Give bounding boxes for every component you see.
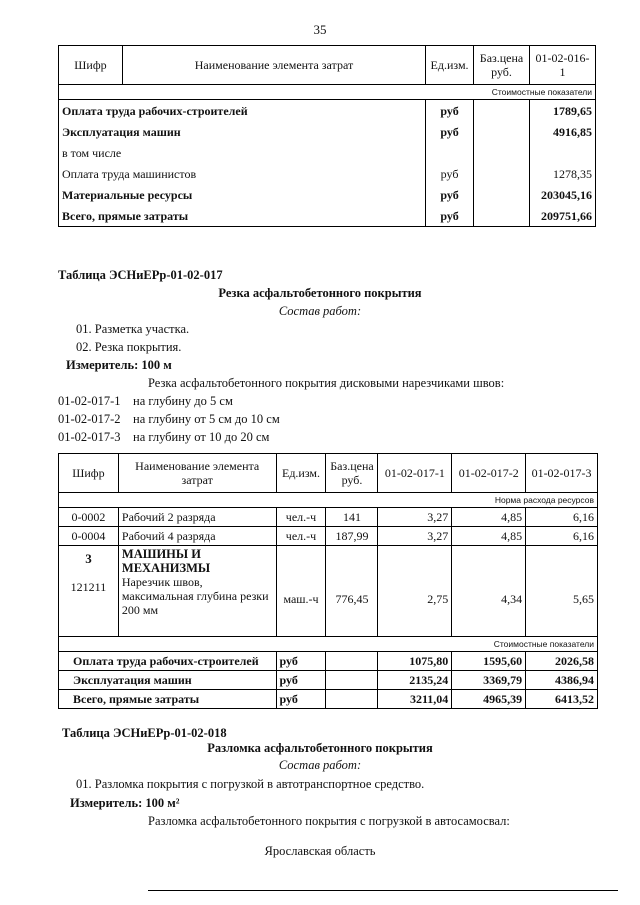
row-value: 1278,35 [530, 163, 596, 184]
row-value: 3,27 [378, 508, 452, 527]
row-name: Оплата труда рабочих-строителей [62, 103, 248, 118]
table-row [59, 100, 596, 122]
table-row [59, 527, 598, 546]
row-value: 4,85 [452, 527, 526, 546]
table-row [59, 205, 596, 227]
table-row [59, 671, 598, 690]
table-subheader-row [59, 493, 598, 508]
row-value: 1789,65 [530, 100, 596, 122]
row-value: 4,34 [452, 546, 526, 637]
row-unit: руб [426, 100, 474, 122]
table-row [59, 163, 596, 184]
cost-indicators-label: Стоимостные показатели [59, 637, 598, 652]
row-unit: руб [426, 205, 474, 227]
table-header-row [59, 454, 598, 493]
cost-indicators-label: Стоимостные показатели [59, 85, 596, 100]
variant-text: на глубину от 5 см до 10 см [133, 412, 280, 426]
row-code: 0-0004 [59, 527, 119, 546]
variant-text: на глубину от 10 до 20 см [133, 430, 270, 444]
footer-divider [148, 890, 618, 891]
row-code: 0-0002 [59, 508, 119, 527]
group-code: 3 [85, 551, 92, 566]
col-header-name: Наименование элемента затрат [118, 454, 276, 493]
row-value: 2,75 [378, 546, 452, 637]
row-value: 2135,24 [378, 671, 452, 690]
row-name: в том числе [62, 145, 122, 160]
page-number: 35 [313, 22, 327, 37]
row-name: Рабочий 2 разряда [118, 508, 276, 527]
table-title: Таблица ЭСНиЕРр-01-02-017 [58, 268, 223, 282]
row-name: Оплата труда машинистов [62, 166, 197, 181]
work-step: 01. Разломка покрытия с погрузкой в автотранспортное средство. [76, 777, 425, 791]
work-step: 01. Разметка участка. [76, 322, 190, 336]
row-unit: руб [276, 652, 326, 671]
row-value: 5,65 [526, 546, 598, 637]
meter-label: Измеритель: 100 м [66, 358, 172, 372]
table-row [59, 508, 598, 527]
group-name: МАШИНЫ И МЕХАНИЗМЫ [121, 547, 211, 575]
col-header-variant: 01-02-017-3 [526, 454, 598, 493]
description: Разломка асфальтобетонного покрытия с погрузкой в автосамосвал: [148, 814, 510, 828]
row-value: 4386,94 [526, 671, 598, 690]
variant-text: на глубину до 5 см [133, 394, 233, 408]
section-heading: Резка асфальтобетонного покрытия [218, 286, 422, 300]
row-name: Всего, прямые затраты [59, 205, 426, 227]
row-name: Эксплуатация машин [59, 671, 277, 690]
table-header-row [59, 46, 596, 85]
col-header-unit: Ед.изм. [426, 46, 474, 85]
composition-label: Состав работ: [278, 758, 362, 772]
row-value: 3369,79 [452, 671, 526, 690]
resource-table-01-02-017 [58, 453, 598, 709]
row-code: 121211 [70, 580, 107, 594]
row-value: 3211,04 [378, 690, 452, 709]
description: Резка асфальтобетонного покрытия дисковыми нарезчиками швов: [148, 376, 505, 390]
table-title: Таблица ЭСНиЕРр-01-02-018 [62, 726, 227, 740]
row-value: 4,85 [452, 508, 526, 527]
col-header-name: Наименование элемента затрат [122, 46, 425, 85]
table-row-machines [59, 546, 598, 637]
row-unit: маш.-ч [276, 546, 326, 637]
row-unit: чел.-ч [276, 508, 326, 527]
table-subheader-row [59, 637, 598, 652]
composition-label: Состав работ: [278, 304, 362, 318]
row-name: Всего, прямые затраты [59, 690, 277, 709]
variant-code: 01-02-017-2 [58, 412, 121, 426]
row-unit: руб [276, 690, 326, 709]
row-name: Нарезчик швов, максимальная глубина резки 200 мм [121, 575, 269, 617]
cost-table-01-02-016 [58, 45, 596, 227]
section-heading: Разломка асфальтобетонного покрытия [207, 741, 433, 755]
table-row [59, 184, 596, 205]
row-value: 6,16 [526, 527, 598, 546]
col-header-price: Баз.цена руб. [474, 46, 530, 85]
row-value: 4916,85 [530, 121, 596, 142]
table-row [59, 142, 596, 163]
table-row [59, 652, 598, 671]
row-value: 2026,58 [526, 652, 598, 671]
col-header-variant: 01-02-016-1 [530, 46, 596, 85]
row-value: 209751,66 [530, 205, 596, 227]
table-row [59, 121, 596, 142]
row-value: 6,16 [526, 508, 598, 527]
resource-norm-label: Норма расхода ресурсов [59, 493, 598, 508]
col-header-price: Баз.цена руб. [326, 454, 378, 493]
table-row [59, 690, 598, 709]
col-header-variant: 01-02-017-2 [452, 454, 526, 493]
row-unit: руб [276, 671, 326, 690]
row-value: 203045,16 [530, 184, 596, 205]
row-unit: руб [426, 121, 474, 142]
row-unit: руб [426, 163, 474, 184]
footer-region: Ярославская область [264, 844, 376, 858]
row-unit: чел.-ч [276, 527, 326, 546]
row-value: 3,27 [378, 527, 452, 546]
row-value: 1595,60 [452, 652, 526, 671]
col-header-unit: Ед.изм. [276, 454, 326, 493]
variant-code: 01-02-017-1 [58, 394, 121, 408]
row-unit: руб [426, 184, 474, 205]
col-header-variant: 01-02-017-1 [378, 454, 452, 493]
row-price: 187,99 [326, 527, 378, 546]
row-name: Эксплуатация машин [62, 124, 181, 139]
row-name: Материальные ресурсы [62, 187, 193, 202]
work-step: 02. Резка покрытия. [76, 340, 182, 354]
meter-label: Измеритель: 100 м² [70, 796, 180, 810]
variant-code: 01-02-017-3 [58, 430, 121, 444]
row-name: Рабочий 4 разряда [118, 527, 276, 546]
row-value: 6413,52 [526, 690, 598, 709]
col-header-code: Шифр [59, 46, 123, 85]
row-value: 4965,39 [452, 690, 526, 709]
table-subheader-row [59, 85, 596, 100]
row-value: 1075,80 [378, 652, 452, 671]
row-name: Оплата труда рабочих-строителей [59, 652, 277, 671]
col-header-code: Шифр [59, 454, 119, 493]
row-price: 141 [326, 508, 378, 527]
row-price: 776,45 [326, 546, 378, 637]
